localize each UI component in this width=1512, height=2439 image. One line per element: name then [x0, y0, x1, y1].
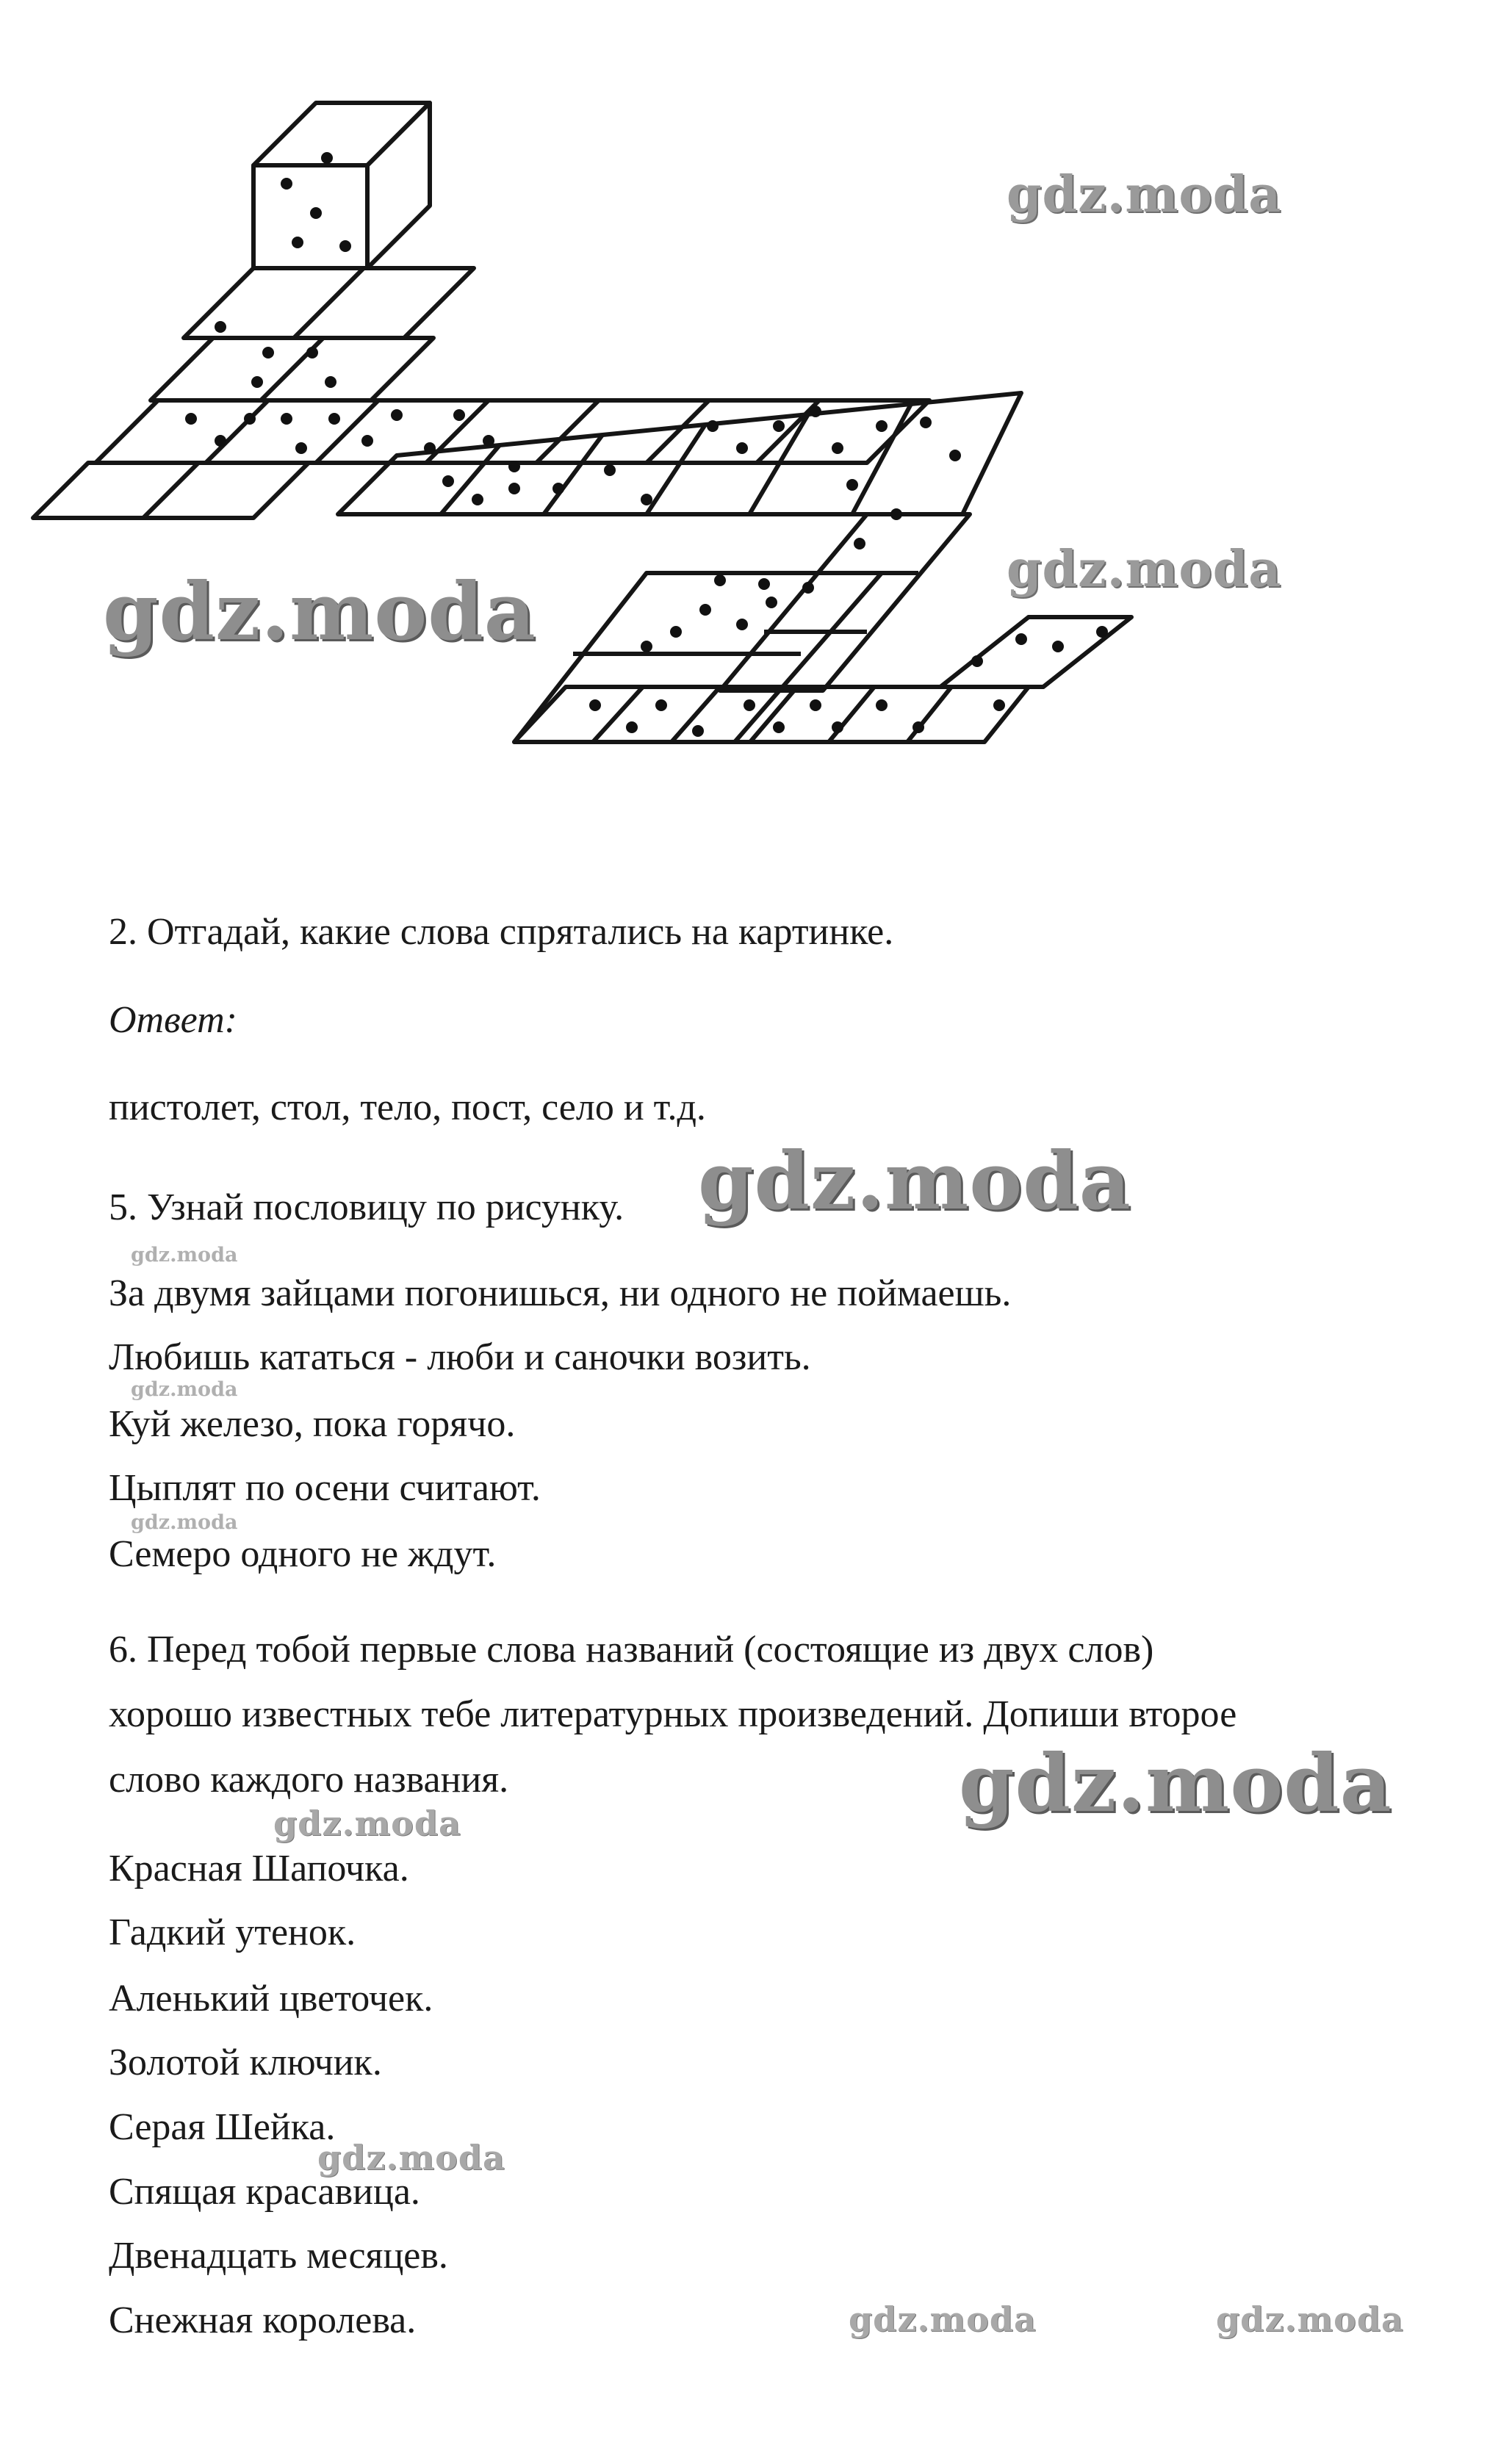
watermark: gdz.moda [131, 1511, 238, 1534]
task6-question-line: 6. Перед тобой первые слова названий (состоящие из двух слов) [109, 1629, 1154, 1671]
die-pip [744, 699, 755, 711]
answer-label: Ответ: [109, 999, 237, 1041]
die-pip [854, 538, 865, 550]
die-pip [508, 461, 520, 472]
die-pip [876, 420, 888, 432]
cube-front-face [253, 165, 367, 268]
die-pip [215, 435, 226, 447]
die-pip [442, 475, 454, 487]
die-pip [641, 494, 652, 505]
die-pip [310, 207, 322, 219]
die-pip [424, 442, 436, 454]
proverb-item: За двумя зайцами погонишься, ни одного не поймаешь. [109, 1272, 1012, 1314]
task5-question: 5. Узнай пословицу по рисунку. [109, 1186, 624, 1228]
die-pip [472, 494, 483, 505]
die-pip [832, 721, 843, 733]
watermark: gdz.moda [103, 566, 536, 658]
die-pip [251, 376, 263, 388]
proverb-item: Семеро одного не ждут. [109, 1533, 497, 1575]
die-pip [810, 699, 821, 711]
title-item: Спящая красавица. [109, 2171, 420, 2213]
title-item: Золотой ключик. [109, 2042, 382, 2083]
die-pip [714, 574, 726, 586]
tile-divider [829, 687, 874, 742]
tile-divider [294, 268, 364, 338]
die-pip [758, 578, 770, 590]
die-pip [508, 483, 520, 494]
die-pip [321, 152, 333, 164]
watermark: gdz.moda [131, 1244, 238, 1267]
die-pip [773, 721, 785, 733]
die-pip [832, 442, 843, 454]
watermark: gdz.moda [849, 2299, 1037, 2339]
cube-side-face [367, 103, 430, 268]
die-pip [890, 508, 902, 520]
die-pip [699, 604, 711, 616]
die-pip [361, 435, 373, 447]
die-pip [325, 376, 336, 388]
die-pip [949, 450, 961, 461]
die-pip [766, 597, 777, 608]
watermark: gdz.moda [317, 2138, 505, 2177]
die-pip [391, 409, 403, 421]
title-item: Снежная королева. [109, 2299, 417, 2341]
task2-answer: пистолет, стол, тело, пост, село и т.д. [109, 1087, 706, 1128]
die-pip [604, 464, 616, 476]
die-pip [328, 413, 340, 425]
cube-top-face [253, 103, 430, 165]
die-pip [215, 321, 226, 333]
die-pip [1096, 626, 1108, 638]
tile-divider [907, 687, 951, 742]
tile-divider [647, 425, 705, 514]
tile-divider [593, 687, 643, 742]
die-pip [306, 347, 318, 359]
die-pip [552, 483, 564, 494]
domino-block [514, 573, 882, 742]
die-pip [185, 413, 197, 425]
die-pip [483, 435, 494, 447]
die-pip [339, 240, 351, 252]
domino-row [96, 400, 929, 463]
dice-domino-illustration [0, 0, 1512, 793]
die-pip [589, 699, 601, 711]
die-pip [1052, 641, 1064, 652]
title-item: Аленький цветочек. [109, 1978, 433, 2020]
domino-diagonal [720, 514, 970, 691]
die-pip [295, 442, 307, 454]
die-pip [736, 619, 748, 630]
tile-divider [143, 463, 198, 518]
die-pip [810, 406, 821, 417]
watermark: gdz.moda [959, 1737, 1392, 1830]
die-pip [692, 725, 704, 737]
die-pip [736, 442, 748, 454]
title-item: Двенадцать месяцев. [109, 2235, 448, 2277]
die-pip [920, 417, 932, 428]
task6-question-line: хорошо известных тебе литературных произведений. Допиши второе [109, 1693, 1237, 1735]
proverb-item: Любишь кататься - люби и саночки возить. [109, 1336, 811, 1378]
die-pip [244, 413, 256, 425]
die-pip [453, 409, 465, 421]
die-pip [876, 699, 888, 711]
watermark: gdz.moda [131, 1378, 238, 1401]
tile-divider [757, 400, 819, 463]
watermark: gdz.moda [273, 1804, 461, 1843]
watermark: gdz.moda [1007, 165, 1282, 224]
die-pip [641, 641, 652, 652]
title-item: Красная Шапочка. [109, 1848, 409, 1889]
die-pip [281, 178, 292, 190]
die-pip [802, 582, 814, 594]
task6-question-line: слово каждого названия. [109, 1759, 509, 1801]
die-pip [670, 626, 682, 638]
watermark: gdz.moda [1216, 2299, 1404, 2339]
die-pip [292, 237, 303, 248]
die-pip [912, 721, 924, 733]
tile-divider [206, 400, 268, 463]
die-pip [655, 699, 667, 711]
tile-divider [316, 400, 378, 463]
die-pip [281, 413, 292, 425]
proverb-item: Куй железо, пока горячо. [109, 1403, 516, 1445]
die-pip [262, 347, 274, 359]
proverb-item: Цыплят по осени считают. [109, 1467, 541, 1509]
die-pip [773, 420, 785, 432]
die-pip [971, 655, 983, 667]
watermark: gdz.moda [1007, 540, 1282, 599]
die-pip [846, 479, 858, 491]
title-item: Гадкий утенок. [109, 1912, 356, 1953]
die-pip [993, 699, 1005, 711]
die-pip [626, 721, 638, 733]
title-item: Серая Шейка. [109, 2106, 336, 2148]
watermark: gdz.moda [698, 1135, 1131, 1228]
die-pip [707, 420, 719, 432]
die-pip [1015, 633, 1027, 645]
task2-question: 2. Отгадай, какие слова спрятались на картинке. [109, 911, 894, 953]
